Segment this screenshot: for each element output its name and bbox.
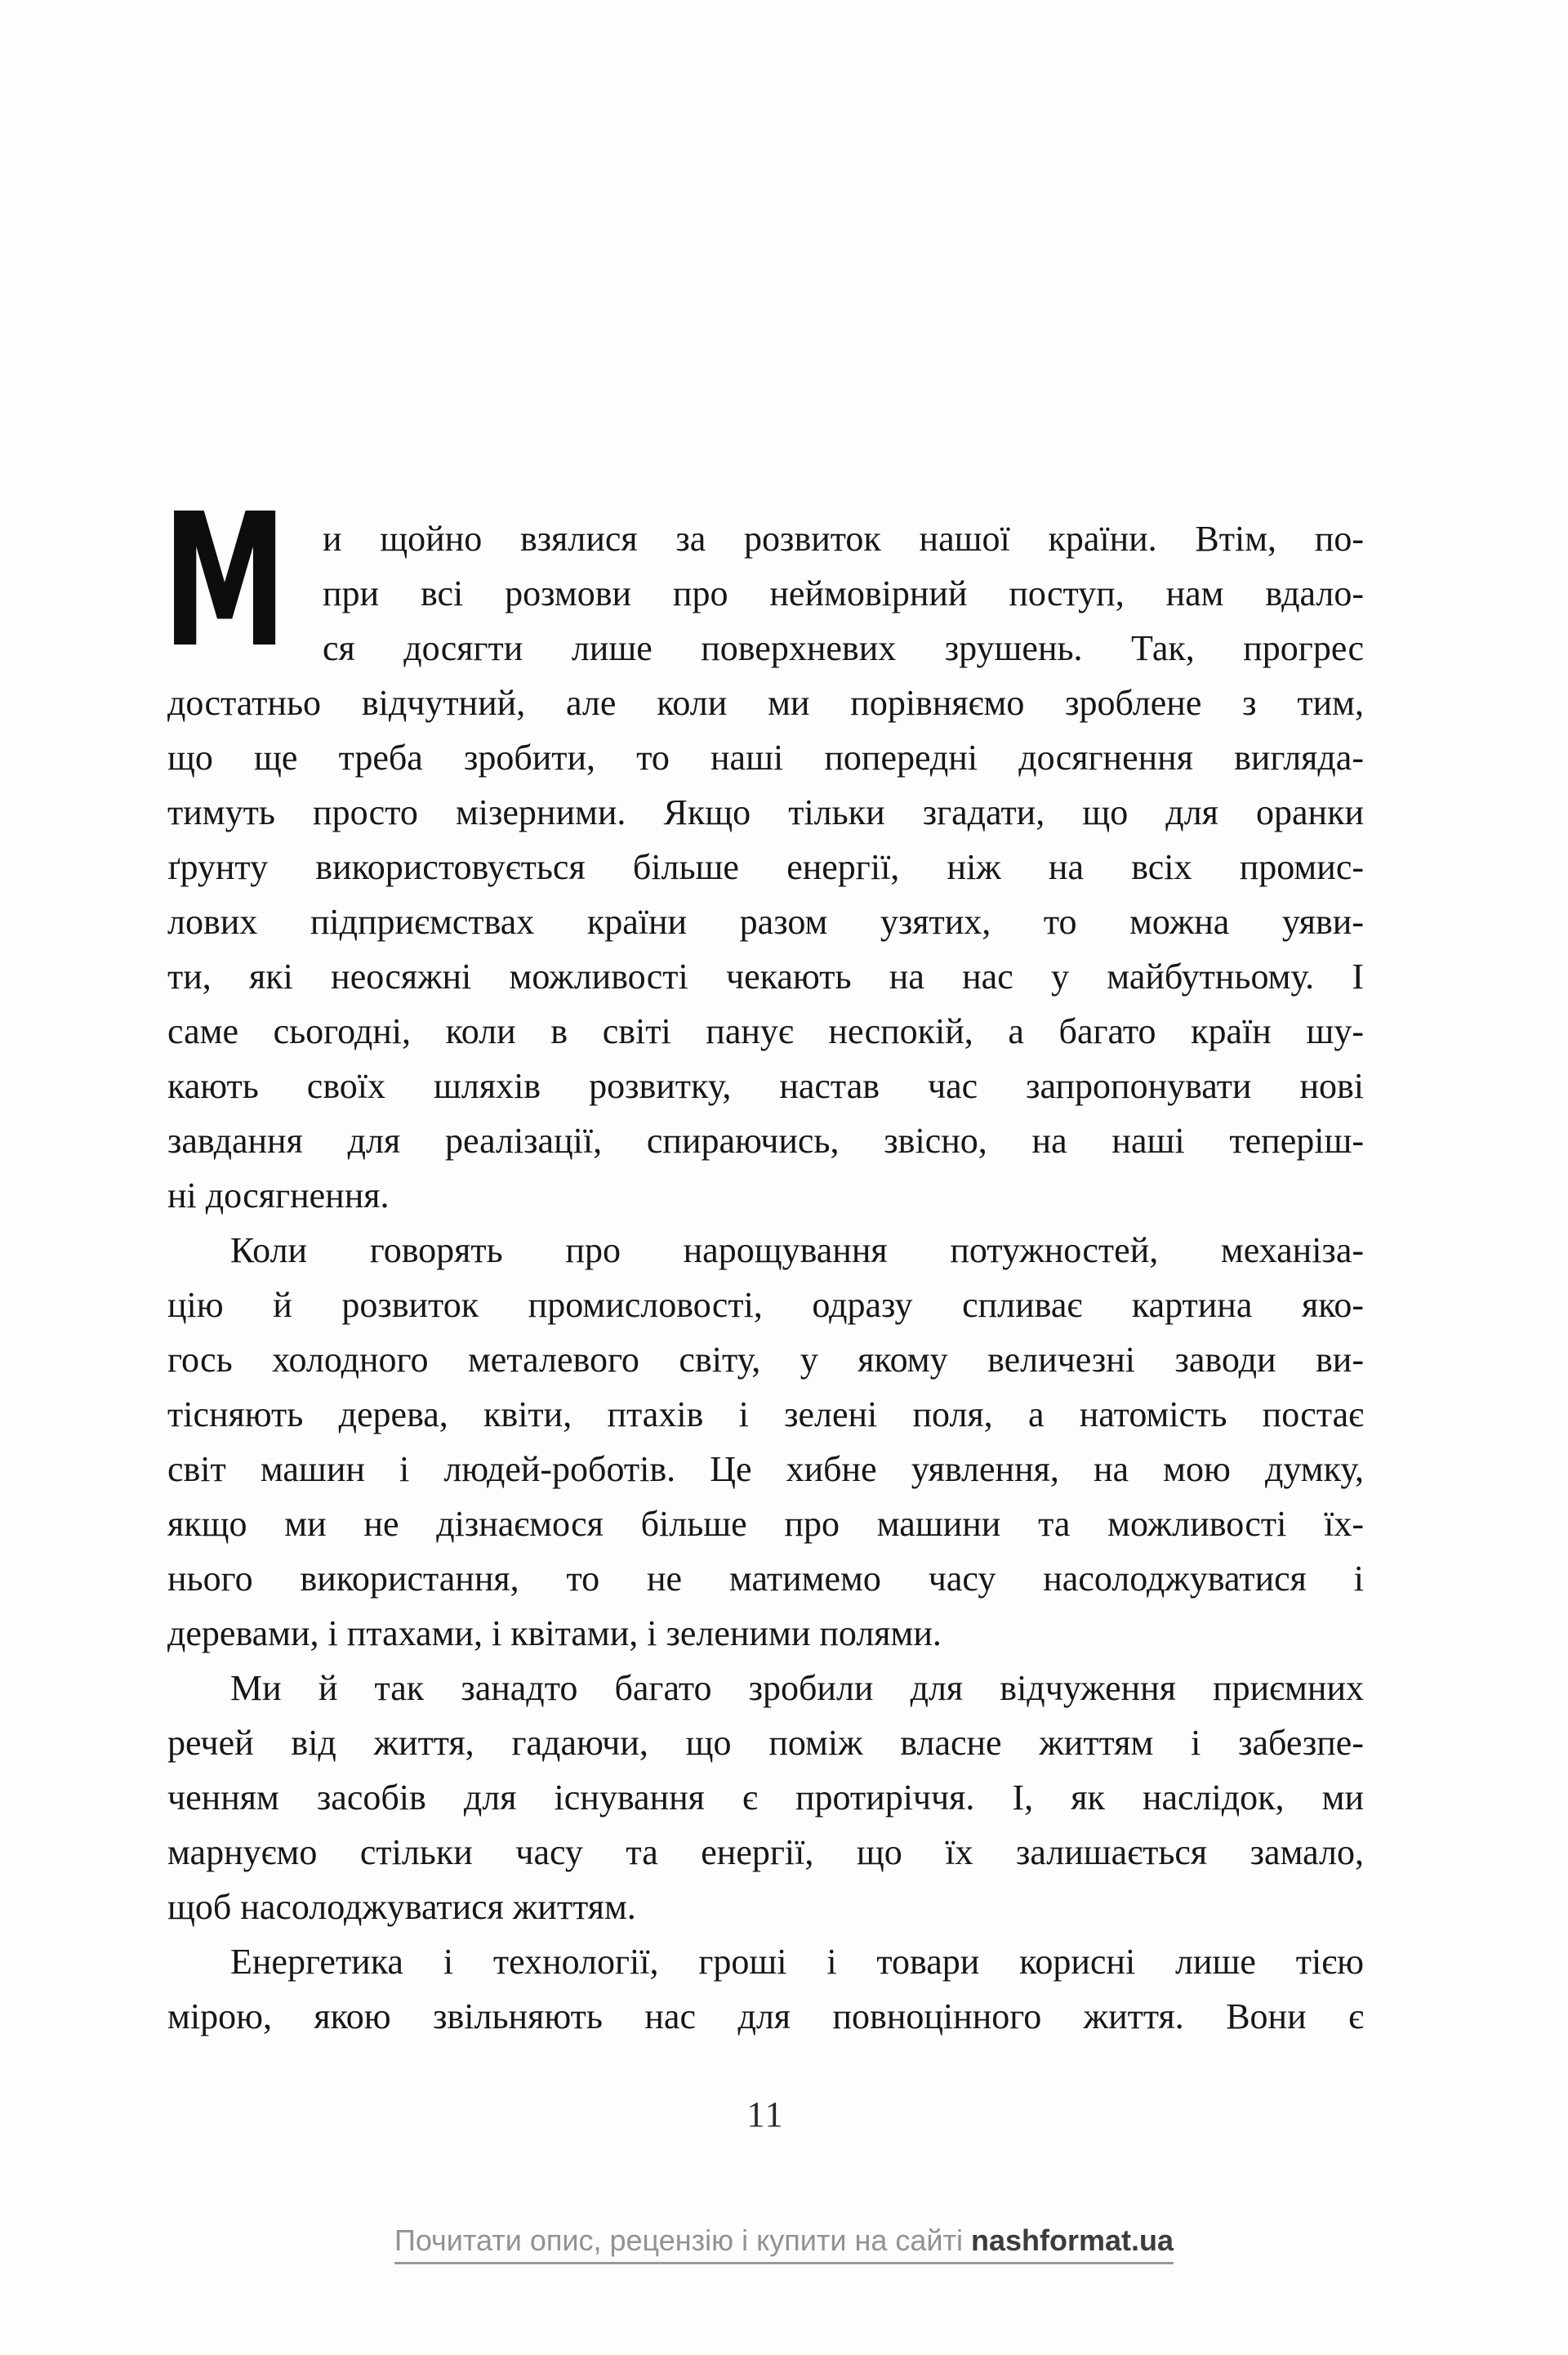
text-line: гось холодного металевого світу, у якому величезні заводи ви- xyxy=(167,1340,1364,1380)
text-line: достатньо відчутний, але коли ми порівняємо зроблене з тим, xyxy=(167,683,1364,723)
footer-brand-name: nashformat.ua xyxy=(971,2223,1174,2257)
paragraph xyxy=(167,1934,1364,2044)
text-line: тісняють дерева, квіти, птахів і зелені поля, а натомість постає xyxy=(167,1394,1364,1434)
footer xyxy=(0,2223,1568,2264)
text-line: тимуть просто мізерними. Якщо тільки згадати, що для оранки xyxy=(167,792,1364,832)
text-line: деревами, і птахами, і квітами, і зеленими полями. xyxy=(167,1613,942,1653)
text-block xyxy=(163,475,1364,2044)
paragraph xyxy=(167,1661,1364,1934)
text-line: Коли говорять про нарощування потужностей, механіза- xyxy=(230,1230,1364,1270)
text-line: мірою, якою звільняють нас для повноцінного життя. Вони є xyxy=(167,1996,1364,2036)
text-line: ся досягти лише поверхневих зрушень. Так, прогрес xyxy=(323,628,1364,668)
text-line: марнуємо стільки часу та енергії, що їх залишається замало, xyxy=(167,1832,1364,1872)
text-line: кають своїх шляхів розвитку, настав час запропонувати нові xyxy=(167,1066,1364,1106)
text-line: ченням засобів для існування є протиріччя. І, як наслідок, ми xyxy=(167,1777,1364,1818)
text-line: світ машин і людей-роботів. Це хибне уявлення, на мою думку, xyxy=(167,1449,1364,1489)
text-line: и щойно взялися за розвиток нашої країни. Втім, по- xyxy=(323,519,1364,559)
text-line: речей від життя, гадаючи, що поміж власне життям і забезпе- xyxy=(167,1723,1364,1763)
text-line: нього використання, то не матимемо часу насолоджуватися і xyxy=(167,1559,1364,1599)
text-line: ти, які неосяжні можливості чекають на нас у майбутньому. І xyxy=(167,957,1364,997)
page-number: 11 xyxy=(746,2094,785,2134)
text-line: саме сьогодні, коли в світі панує неспокій, а багато країн шу- xyxy=(167,1011,1364,1051)
text-line: завдання для реалізації, спираючись, звісно, на наші теперіш- xyxy=(167,1121,1364,1161)
text-line: Енергетика і технології, гроші і товари корисні лише тією xyxy=(230,1942,1364,1982)
drop-cap xyxy=(163,475,303,689)
text-line: лових підприємствах країни разом узятих, то можна уяви- xyxy=(167,902,1364,942)
footer-link-text: Почитати опис, рецензію і купити на сайті xyxy=(394,2223,971,2257)
text-line: що ще треба зробити, то наші попередні досягнення вигляда- xyxy=(167,738,1364,778)
text-line: якщо ми не дізнаємося більше про машини та можливості їх- xyxy=(167,1504,1364,1544)
text-line: ґрунту використовується більше енергії, ніж на всіх промис- xyxy=(167,847,1364,887)
drop-cap-letter: М xyxy=(163,475,287,689)
text-line: при всі розмови про неймовірний поступ, нам вдало- xyxy=(323,573,1364,613)
text-line: щоб насолоджуватися життям. xyxy=(167,1887,636,1927)
text-line: ні досягнення. xyxy=(167,1175,390,1215)
text-line: Ми й так занадто багато зробили для відчуження приємних xyxy=(230,1668,1364,1708)
text-line: цію й розвиток промисловості, одразу спливає картина яко- xyxy=(167,1285,1364,1325)
footer-link[interactable] xyxy=(394,2223,1174,2264)
paragraph xyxy=(163,475,1364,1223)
paragraph xyxy=(167,1223,1364,1661)
